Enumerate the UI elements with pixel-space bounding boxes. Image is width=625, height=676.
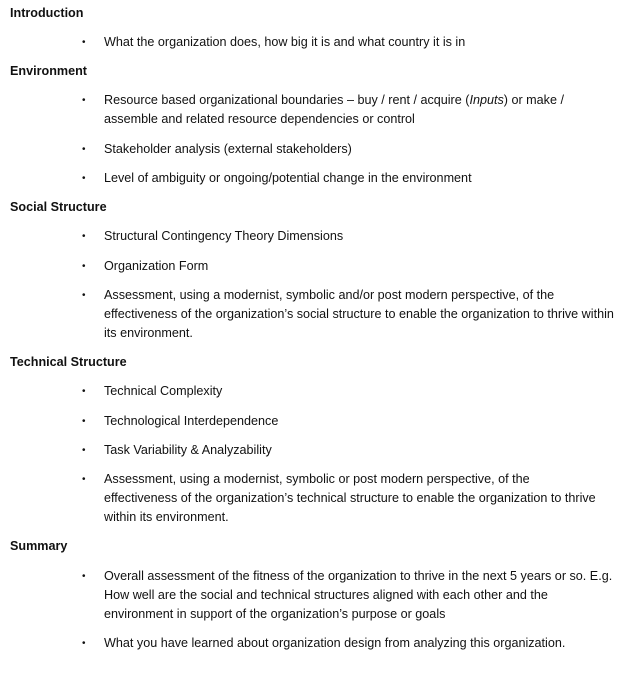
section-heading-environment: Environment — [10, 64, 87, 78]
bullet: • — [82, 37, 86, 48]
list-item — [82, 169, 614, 188]
list-item — [82, 257, 614, 276]
list-item — [82, 412, 614, 431]
list-item-text: Task Variability & Analyzability — [104, 443, 272, 457]
list-item-text: Overall assessment of the fitness of the organization to thrive in the next 5 years or so. E.g. How well are the social and technical structures aligned with each other and the environment in support of the organization’s purpose or goals — [104, 569, 613, 621]
list-item-text: Assessment, using a modernist, symbolic and/or post modern perspective, of the effectiveness of the organization’s social structure to enable the organization to thrive within its environment. — [104, 288, 614, 340]
bullet: • — [82, 290, 86, 301]
bullet: • — [82, 416, 86, 427]
list-item — [82, 33, 614, 52]
list-item — [82, 470, 604, 527]
list-item-text: Resource based organizational boundaries – buy / rent / acquire (Inputs) or make / assemble and related resource dependencies or control — [104, 93, 564, 126]
bullet: • — [82, 231, 86, 242]
list-item — [82, 91, 594, 129]
section-heading-summary: Summary — [10, 539, 68, 553]
bullet: • — [82, 474, 86, 485]
list-item — [82, 441, 614, 460]
list-item — [82, 140, 614, 159]
list-item — [82, 634, 614, 653]
bullet: • — [82, 386, 86, 397]
section-heading-social-structure: Social Structure — [10, 200, 107, 214]
bullet: • — [82, 445, 86, 456]
section-heading-technical-structure: Technical Structure — [10, 355, 127, 369]
bullet: • — [82, 261, 86, 272]
list-item-text: Organization Form — [104, 259, 209, 273]
bullet: • — [82, 173, 86, 184]
bullet: • — [82, 571, 86, 582]
list-item-text: What the organization does, how big it is and what country it is in — [104, 35, 466, 49]
bullet: • — [82, 638, 86, 649]
list-item-text: Stakeholder analysis (external stakeholders) — [104, 142, 352, 156]
list-item — [82, 382, 614, 401]
list-item-text: Assessment, using a modernist, symbolic or post modern perspective, of the effectiveness of the organization’s technical structure to enable the organization to thrive within its environment. — [104, 472, 596, 524]
section-heading-introduction: Introduction — [10, 6, 84, 20]
bullet: • — [82, 95, 86, 106]
list-item-text: Technical Complexity — [104, 384, 223, 398]
list-item-text: Technological Interdependence — [104, 414, 279, 428]
list-item-text: Level of ambiguity or ongoing/potential change in the environment — [104, 171, 472, 185]
list-item — [82, 227, 614, 246]
bullet: • — [82, 144, 86, 155]
list-item — [82, 567, 614, 624]
list-item — [82, 286, 614, 343]
list-item-text: What you have learned about organization design from analyzing this organization. — [104, 636, 566, 650]
list-item-text: Structural Contingency Theory Dimensions — [104, 229, 344, 243]
